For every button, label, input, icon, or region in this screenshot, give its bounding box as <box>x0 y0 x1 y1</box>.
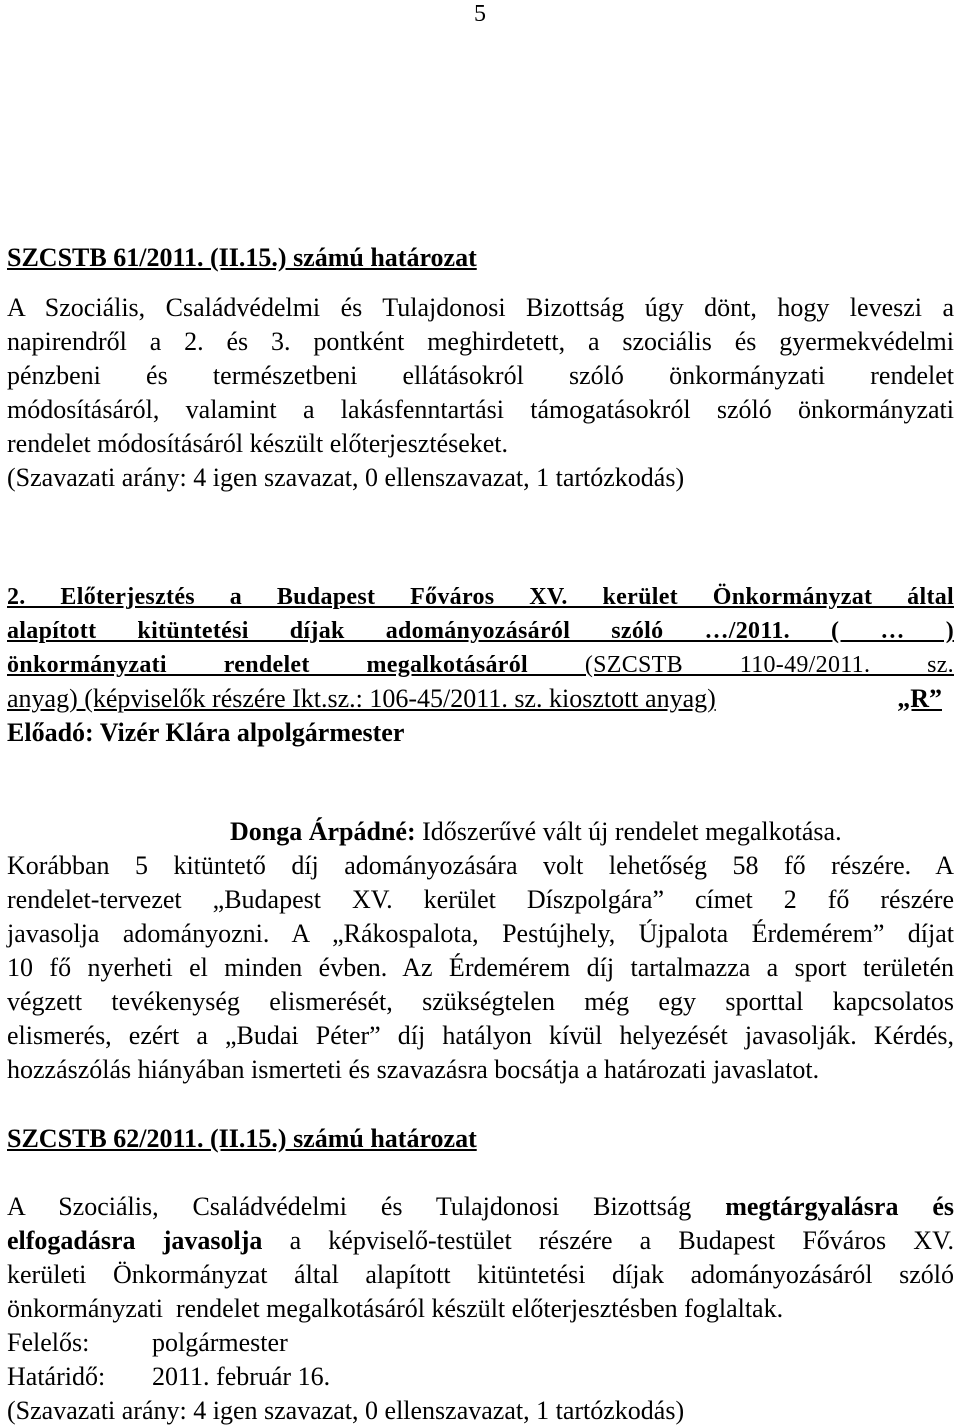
discussion <box>7 815 954 1087</box>
page-number: 5 <box>474 1 486 27</box>
agenda-title-bold: önkormányzati rendelet megalkotásáról <box>7 652 528 678</box>
speaker-name: Donga Árpádné: <box>230 817 416 846</box>
agenda-title-line: 2. Előterjesztés a Budapest Főváros XV. kerület Önkormányzat által <box>7 584 954 610</box>
body-line: kerületi Önkormányzat által alapított kitüntetési díjak adományozásáról szóló <box>7 1260 954 1289</box>
discussion-line: végzett tevékenység elismerését, szükségtelen még egy sporttal kapcsolatos <box>7 987 954 1016</box>
discussion-first-line <box>7 815 954 849</box>
body-line <box>7 1224 954 1258</box>
presenter: Előadó: Vizér Klára alpolgármester <box>7 718 405 747</box>
deadline-label: Határidő: <box>7 1362 106 1391</box>
agenda-title-line <box>7 648 954 682</box>
body-text-bold: elfogadásra javasolja <box>7 1226 263 1255</box>
agenda-title-line: alapított kitüntetési díjak adományozásáról szóló …/2011. ( … ) <box>7 618 954 644</box>
body-line: önkormányzati rendelet megalkotásáról készült előterjesztésben foglaltak. <box>7 1294 784 1323</box>
vote-ratio: (Szavazati arány: 4 igen szavazat, 0 ellenszavazat, 1 tartózkodás) <box>7 1396 685 1425</box>
responsible-label: Felelős: <box>7 1328 90 1357</box>
body-line <box>7 1190 954 1224</box>
body-line: módosításáról, valamint a lakásfenntartási támogatásokról szóló önkormányzati <box>7 395 954 424</box>
discussion-line: Korábban 5 kitüntető díj adományozására volt lehetőség 58 fő részére. A <box>7 851 954 880</box>
discussion-line: 10 fő nyerheti el minden évben. Az Érdemérem díj tartalmazza a sport területén <box>7 953 954 982</box>
discussion-line: hozzászólás hiányában ismerteti és szavazásra bocsátja a határozati javaslatot. <box>7 1055 820 1084</box>
body-line: A Szociális, Családvédelmi és Tulajdonosi Bizottság úgy dönt, hogy leveszi a <box>7 293 954 322</box>
body-text: A Szociális, Családvédelmi és Tulajdonosi Bizottság <box>7 1192 726 1221</box>
resolution-heading: SZCSTB 62/2011. (II.15.) számú határozat <box>7 1124 477 1153</box>
resolution-62 <box>7 1122 954 1156</box>
agenda-ref-line <box>7 682 954 716</box>
agenda-ref-text: anyag) (képviselők részére Ikt.sz.: 106-45/2011. sz. kiosztott anyag) <box>7 684 716 713</box>
deadline-row <box>7 1360 954 1394</box>
body-text: a képviselő-testület részére a Budapest Főváros XV. <box>262 1226 955 1255</box>
agenda-title-ref: (SZCSTB 110-49/2011. sz. <box>528 652 954 678</box>
body-line: pénzbeni és természetbeni ellátásokról szóló önkormányzati rendelet <box>7 361 954 390</box>
body-line: napirendről a 2. és 3. pontként meghirdetett, a szociális és gyermekvédelmi <box>7 327 954 356</box>
responsible-value: polgármester <box>152 1328 288 1357</box>
resolution-61 <box>7 241 954 275</box>
agenda-marker: „R” <box>897 684 942 713</box>
deadline-value: 2011. február 16. <box>152 1362 331 1391</box>
resolution-heading: SZCSTB 61/2011. (II.15.) számú határozat <box>7 243 477 272</box>
vote-ratio: (Szavazati arány: 4 igen szavazat, 0 ellenszavazat, 1 tartózkodás) <box>7 463 685 492</box>
body-text-bold: megtárgyalásra és <box>725 1192 955 1221</box>
agenda-item <box>7 580 954 750</box>
discussion-line: elismerés, ezért a „Budai Péter” díj hatályon kívül helyezését javasolják. Kérdés, <box>7 1021 954 1050</box>
resolution-62-body <box>7 1190 954 1428</box>
discussion-text: Időszerűvé vált új rendelet megalkotása. <box>422 817 842 846</box>
resolution-61-body <box>7 291 954 495</box>
discussion-line: rendelet-tervezet „Budapest XV. kerület Díszpolgára” címet 2 fő részére <box>7 885 954 914</box>
discussion-line: javasolja adományozni. A „Rákospalota, Pestújhely, Újpalota Érdemérem” díjat <box>7 919 954 948</box>
body-line: rendelet módosításáról készült előterjesztéseket. <box>7 429 509 458</box>
responsible-row <box>7 1326 954 1360</box>
